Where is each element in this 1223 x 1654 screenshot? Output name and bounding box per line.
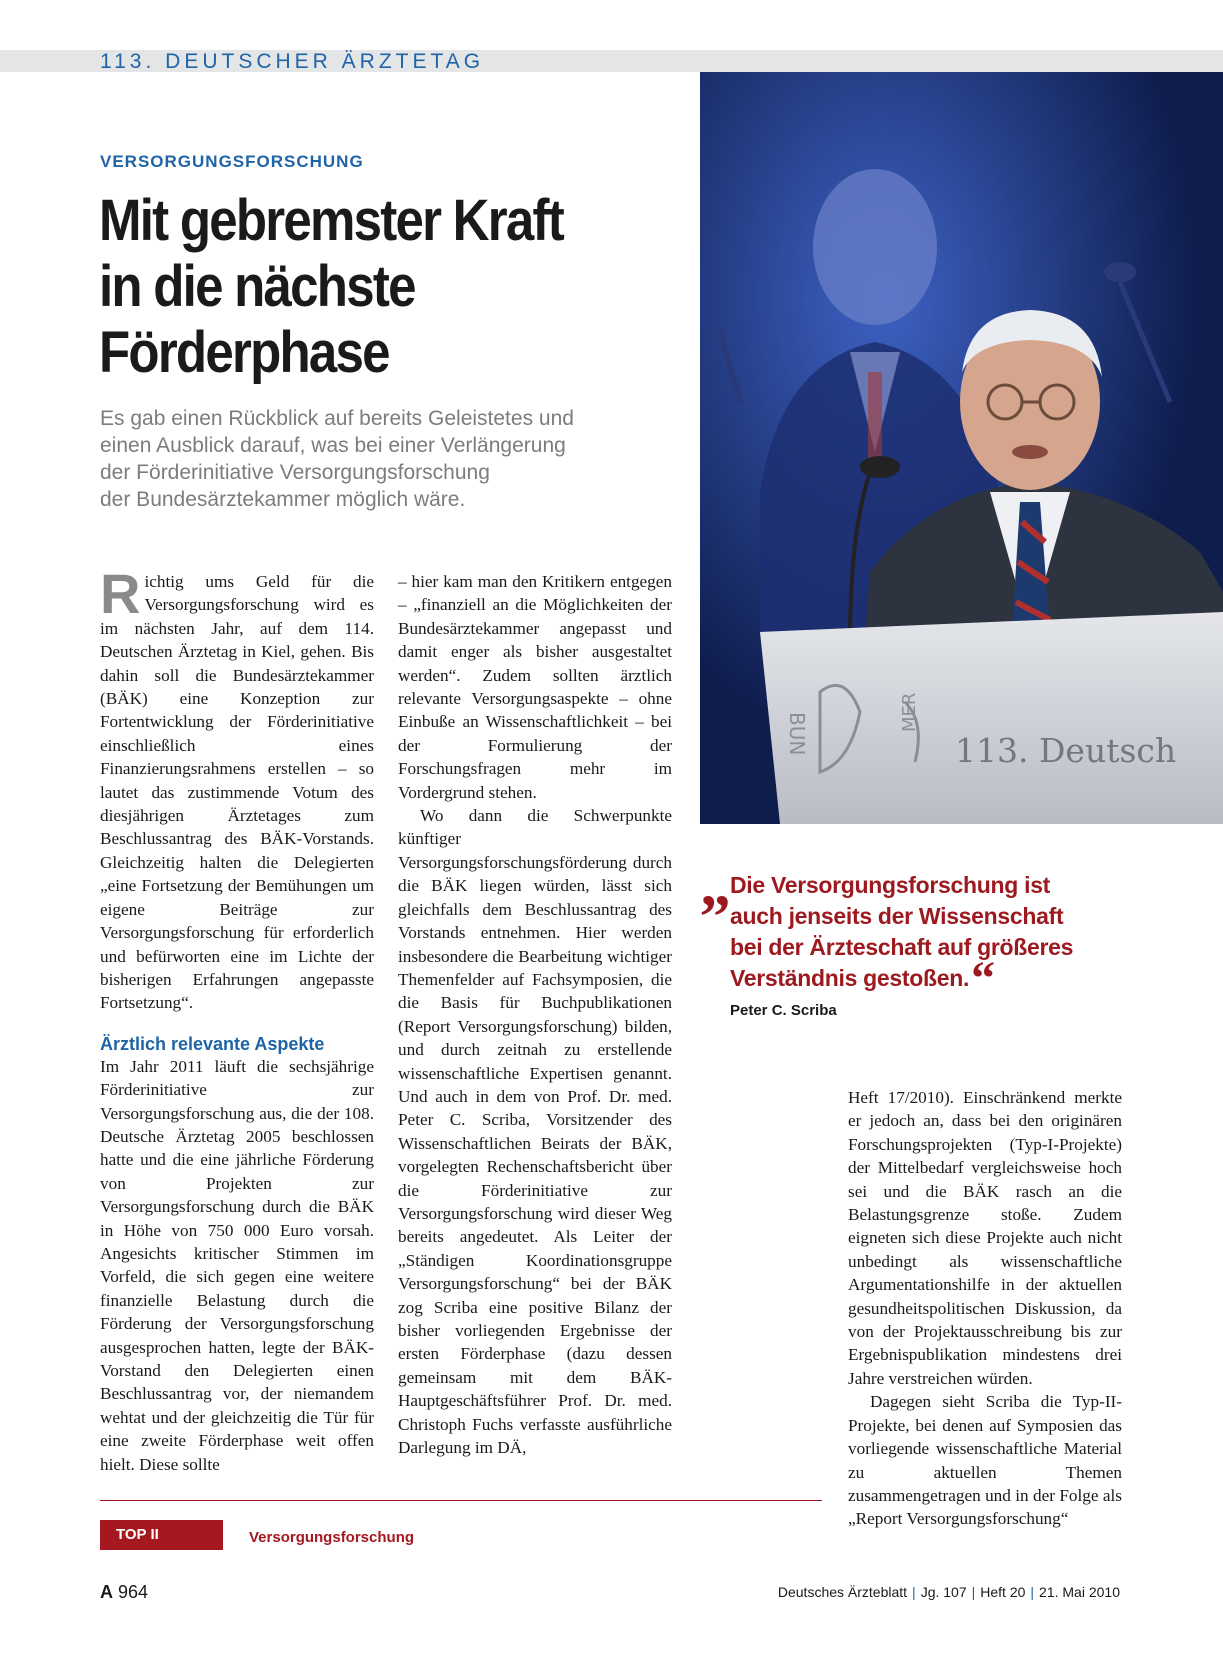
page-prefix: A [100,1582,113,1602]
journal-issue: Heft 20 [980,1584,1026,1600]
paragraph: – hier kam man den Kritikern entgegen – „finanziell an die Möglichkeiten der Bundesärztekammer angepasst und damit enger als bisher ausgestaltet werden“. Zudem sollten ärztlich relevante Versorgungsaspekte – ohne Einbuße an Wissenschaftlichkeit – bei der Formulierung der Forschungsfragen mehr im Vordergrund stehen. [398,572,672,802]
topic-tag: TOP II [100,1520,223,1550]
journal-info [778,1584,1120,1600]
quote-line: bei der Ärzteschaft auf größeres [730,934,1074,960]
lectern-side-left: BUN [785,712,809,756]
footer-rule [100,1500,822,1501]
page-number [100,1582,148,1603]
lead-line: der Bundesärztekammer möglich wäre. [100,488,466,511]
separator: | [1030,1584,1035,1600]
lectern-side-right: MER [899,692,920,732]
quote-author: Peter C. Scriba [730,1002,837,1019]
speaker-photo-illustration [700,72,1223,824]
headline-line: Förderphase [99,320,389,385]
quote-line: Die Versorgungsforschung ist [730,872,1051,898]
article-column-2 [398,570,672,1459]
speaker-photo [700,72,1223,824]
dropcap: R [100,562,141,625]
paragraph: Dagegen sieht Scriba die Typ-II-Projekte, bei denen auf Symposien das vorliegende wissenschaftliche Material zu aktuellen Themen zusammengetragen und in der Folge als „Report Versorgungsforschung“ [848,1392,1122,1529]
lead-line: der Förderinitiative Versorgungsforschung [100,461,490,484]
quote-line: auch jenseits der Wissenschaft [730,903,1064,929]
section-label: 113. DEUTSCHER ÄRZTETAG [100,50,485,73]
article-column-3 [848,1086,1122,1531]
article-subheading: Ärztlich relevante Aspekte [100,1033,325,1054]
quote-text [730,870,1120,1005]
article-kicker: VERSORGUNGSFORSCHUNG [100,152,364,171]
page-number-value: 964 [118,1582,149,1602]
topic-label: Versorgungsforschung [249,1529,415,1546]
article-lead [100,405,660,513]
journal-volume: Jg. 107 [920,1584,967,1600]
paragraph: Im Jahr 2011 läuft die sechsjährige Förderinitiative zur Versorgungsforschung aus, die der 108. Deutsche Ärztetag 2005 beschlossen hatte und die eine jährliche Förderung von Projekten zur Versorgungsforschung durch die BÄK in Höhe von 750 000 Euro vorsah. Angesichts kritischer Stimmen im Vorfeld, die sich gegen eine weitere finanzielle Belastung durch die Förderung der Versorgungsforschung ausgesprochen hatten, legte der BÄK-Vorstand den Delegierten einen Beschlussantrag vor, der niemandem wehtat und der gleichzeitig die Tür für eine zweite Förderphase weit offen hielt. Diese sollte [100,1056,374,1474]
quote-open-mark: „ [700,851,731,919]
article-column-1 [100,562,374,1476]
lectern-text: 113. Deutsch [955,731,1177,770]
separator: | [912,1584,916,1600]
journal-date: 21. Mai 2010 [1039,1584,1120,1600]
paragraph: Heft 17/2010). Einschränkend merkte er jedoch an, dass bei den originären Forschungsprojekten (Typ-I-Projekte) der Mittelbedarf vergleichsweise hoch sei und die BÄK rasch an die Belastungsgrenze stoße. Zudem eigneten sich diese Projekte auch nicht unbedingt als wissenschaftliche Argumentationshilfe in der aktuellen gesundheitspolitischen Diskussion, da von der Projektausschreibung bis zur Ergebnispublikation mindestens drei Jahre verstreichen würden. [848,1088,1122,1388]
lead-line: Es gab einen Rückblick auf bereits Geleistetes und [100,407,574,430]
paragraph: ichtig ums Geld für die Versorgungsforschung wird es im nächsten Jahr, auf dem 114. Deutschen Ärztetag in Kiel, gehen. Bis dahin soll die Bundesärztekammer (BÄK) eine Konzeption zur Fortentwicklung der Förderinitiative einschließlich eines Finanzierungsrahmens erstellen – so lautet das zustimmende Votum des diesjährigen Ärztetages zum Beschlussantrag des BÄK-Vorstands. Gleichzeitig halten die Delegierten „eine Fortsetzung der Bemühungen um eigene Beiträge zur Versorgungsforschung für erforderlich und befürworten eine im Lichte der bisherigen Erfahrungen angepasste Fortsetzung“. [100,572,374,1013]
paragraph: Wo dann die Schwerpunkte künftiger Versorgungsforschungsförderung durch die BÄK liegen würden, lässt sich gleichfalls dem Beschlussantrag des Vorstands entnehmen. Hier werden insbesondere die Bearbeitung wichtiger Themenfelder auf Fachsymposien, die die Basis für Buchpublikationen (Report Versorgungsforschung) bilden, und durch zeitnah zu erstellende wissenschaftliche Expertisen genannt. Und auch in dem von Prof. Dr. med. Peter C. Scriba, Vorsitzender des Wissenschaftlichen Beirats der BÄK, vorgelegten Rechenschaftsbericht über die Förderinitiative zur Versorgungsforschung wird dieser Weg bereits angedeutet. Als Leiter der „Ständigen Koordinationsgruppe Versorgungsforschung“ bei der BÄK zog Scriba eine positive Bilanz der bisher vorliegenden Ergebnisse der ersten Förderphase (dazu dessen gemeinsam mit dem BÄK-Hauptgeschäftsführer Prof. Dr. med. Christoph Fuchs verfasste ausführliche Darlegung im DÄ, [398,806,672,1458]
separator: | [971,1584,976,1600]
quote-close-mark: “ [971,952,995,1005]
lead-line: einen Ausblick darauf, was bei einer Verlängerung [100,434,566,457]
quote-line: Verständnis gestoßen. [730,965,970,991]
headline-line: in die nächste [99,254,415,319]
pull-quote [700,851,1120,1019]
journal-name: Deutsches Ärzteblatt [777,1584,908,1600]
article-headline [99,188,609,386]
headline-line: Mit gebremster Kraft [99,188,563,253]
